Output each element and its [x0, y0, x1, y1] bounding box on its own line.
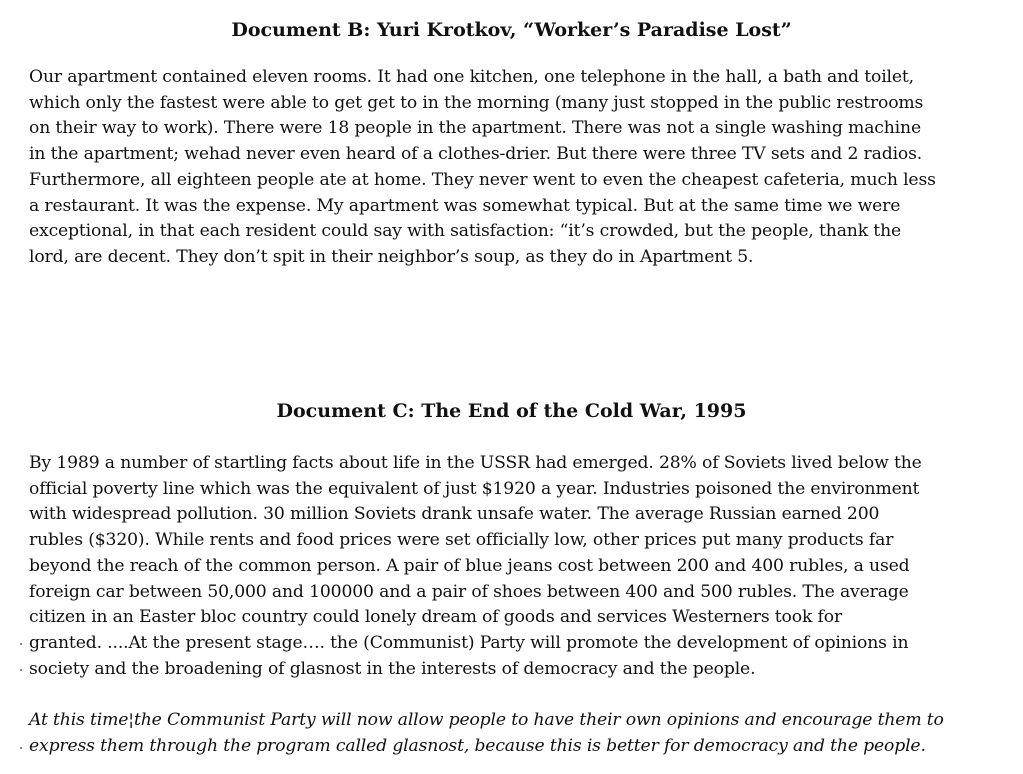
document-b-line: exceptional, in that each resident could say with satisfaction: “it’s crowded, but the people, thank the — [29, 221, 902, 242]
document-b-line: Furthermore, all eighteen people ate at home. They never went to even the cheapest cafeteria, much less — [29, 169, 936, 190]
document-b-line: which only the fastest were able to get get to in the morning (many just stopped in the public restrooms — [29, 92, 924, 113]
scan-speck — [20, 669, 22, 671]
document-c-line: beyond the reach of the common person. A pair of blue jeans cost between 200 and 400 rubles, a used — [29, 555, 910, 576]
document-c-paragraph — [29, 451, 1019, 682]
document-c-title: Document C: The End of the Cold War, 1995 — [276, 400, 747, 422]
document-b-line: a restaurant. It was the expense. My apartment was somewhat typical. But at the same time we were — [29, 195, 901, 216]
document-b-line: on their way to work). There were 18 people in the apartment. There was not a single washing machine — [29, 118, 921, 139]
document-b-line: Our apartment contained eleven rooms. It had one kitchen, one telephone in the hall, a bath and toilet, — [29, 67, 914, 87]
document-b-paragraph — [29, 65, 1019, 271]
document-c-line: foreign car between 50,000 and 100000 and a pair of shoes between 400 and 500 rubles. The average — [29, 581, 909, 602]
document-c-line: with widespread pollution. 30 million Soviets drank unsafe water. The average Russian earned 200 — [29, 504, 880, 525]
document-c-line: official poverty line which was the equivalent of just $1920 a year. Industries poisoned the environment — [29, 478, 920, 499]
document-c-line: rubles ($320). While rents and food prices were set officially low, other prices put many products far — [29, 530, 894, 551]
document-c-line: society and the broadening of glasnost in the interests of democracy and the people. — [29, 658, 756, 679]
document-c-line: By 1989 a number of startling facts about life in the USSR had emerged. 28% of Soviets lived below the — [29, 453, 922, 473]
document-b-line: in the apartment; wehad never even heard of a clothes-drier. But there were three TV sets and 2 radios. — [29, 144, 923, 165]
document-b-line: lord, are decent. They don’t spit in their neighbor’s soup, as they do in Apartment 5. — [29, 246, 754, 267]
scan-speck — [20, 747, 22, 749]
document-b-title: Document B: Yuri Krotkov, “Worker’s Paradise Lost” — [231, 19, 792, 41]
scan-speck — [20, 643, 22, 645]
italic-note-line: At this time¦the Communist Party will now allow people to have their own opinions and encourage them to — [29, 710, 944, 730]
document-c-italic-note — [29, 708, 1019, 759]
italic-note-line: express them through the program called glasnost, because this is better for democracy and the people. — [29, 735, 926, 756]
document-c-line: citizen in an Easter bloc country could lonely dream of goods and services Westerners took for — [29, 607, 843, 628]
document-c-line: granted. ....At the present stage…. the (Communist) Party will promote the development of opinions in — [29, 632, 909, 653]
